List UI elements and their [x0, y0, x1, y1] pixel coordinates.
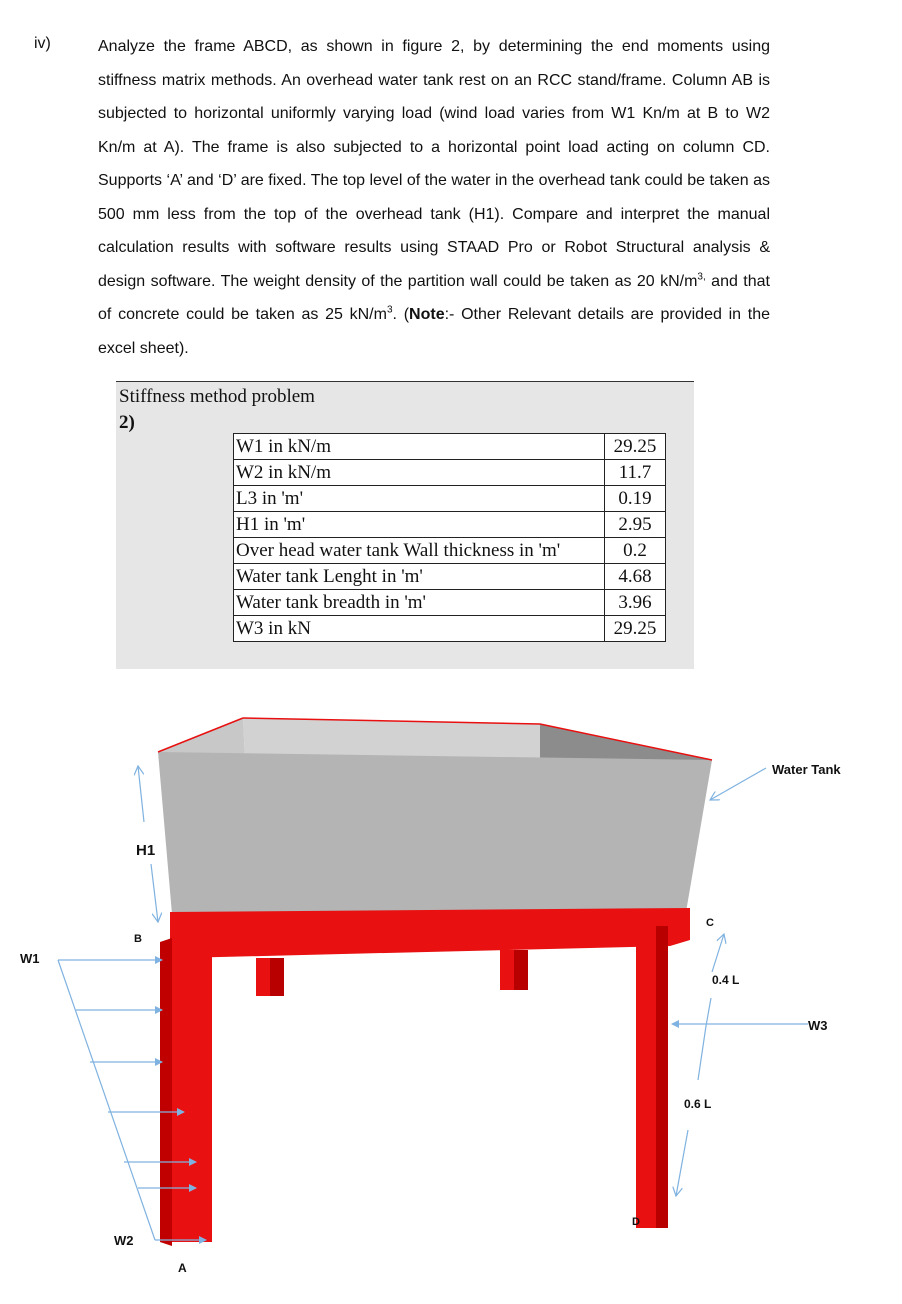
- problem-statement: Analyze the frame ABCD, as shown in figure 2, by determining the end moments using stiffness matrix methods. An overhead water tank rest on an RCC stand/frame. Column AB is subjected to horizontal uniformly varying load (wind load varies from W1 Kn/m at B to W2 Kn/m at A). The frame is also subjected to a horizontal point load acting on column CD. Supports ‘A’ and ‘D’ are fixed. The top level of the water in the overhead tank could be taken as 500 mm less from the top of the overhead tank (H1). Compare and interpret the manual calculation results with software results using STAAD Pro or Robot Structural analysis & design software. The weight density of the partition wall could be taken as 20 $kN/m^{3,}$ and that of concrete could be taken as 25 $kN/m^3$. (Note:- Other Relevant details are provided in the excel sheet).: [98, 38, 771, 357]
- node-d-label: D: [632, 1216, 640, 1228]
- table-row: [234, 538, 666, 564]
- w1-label: W1: [20, 951, 40, 966]
- table-row: [234, 590, 666, 616]
- sheet-problem-number: 2): [119, 412, 135, 433]
- dim-04l-line: [706, 998, 711, 1026]
- tank-front-wall: [158, 752, 712, 914]
- param-value: 29.25: [605, 434, 666, 460]
- column-ab-shade: [160, 938, 172, 1246]
- dim-06l-arrow: [676, 1130, 688, 1196]
- node-a-label: A: [178, 1261, 187, 1275]
- item-number: iv): [34, 35, 51, 52]
- excel-sheet: [116, 381, 694, 669]
- w3-label: W3: [808, 1018, 828, 1033]
- sheet-caption: Stiffness method problem: [119, 386, 315, 407]
- param-value: 11.7: [605, 460, 666, 486]
- parameter-table: [233, 433, 666, 642]
- back-column-left-shade: [270, 958, 284, 996]
- param-value: 29.25: [605, 616, 666, 642]
- table-row: [234, 460, 666, 486]
- param-label: H1 in 'm': [234, 512, 605, 538]
- dim-06l-line: [698, 1026, 706, 1080]
- table-row: [234, 512, 666, 538]
- top-beam: [170, 908, 690, 958]
- water-tank: [158, 718, 712, 914]
- h1-arrow-up: [138, 766, 144, 822]
- node-c-label: C: [706, 917, 714, 929]
- table-row: [234, 486, 666, 512]
- param-label: W3 in kN: [234, 616, 605, 642]
- table-row: [234, 564, 666, 590]
- table-row: [234, 616, 666, 642]
- param-label: Water tank breadth in 'm': [234, 590, 605, 616]
- param-label: W1 in kN/m: [234, 434, 605, 460]
- param-label: Water tank Lenght in 'm': [234, 564, 605, 590]
- len-04l-label: 0.4 L: [712, 973, 740, 987]
- back-column-right-shade: [514, 950, 528, 990]
- param-value: 3.96: [605, 590, 666, 616]
- h1-arrow-down: [151, 864, 158, 922]
- table-row: [234, 434, 666, 460]
- w2-label: W2: [114, 1233, 134, 1248]
- wind-load-envelope: [58, 960, 155, 1240]
- water-tank-label: Water Tank: [772, 762, 841, 777]
- len-06l-label: 0.6 L: [684, 1097, 712, 1111]
- param-value: 4.68: [605, 564, 666, 590]
- frame-figure: [0, 700, 902, 1300]
- note-label: Note: [409, 306, 445, 323]
- param-value: 0.2: [605, 538, 666, 564]
- dim-04l-arrow: [712, 934, 724, 972]
- param-label: Over head water tank Wall thickness in 'm': [234, 538, 605, 564]
- frame-drawing: [0, 700, 902, 1300]
- param-label: L3 in 'm': [234, 486, 605, 512]
- water-tank-pointer: [710, 768, 766, 800]
- param-value: 0.19: [605, 486, 666, 512]
- node-b-label: B: [134, 933, 142, 945]
- column-cd-side: [656, 926, 668, 1228]
- param-label: W2 in kN/m: [234, 460, 605, 486]
- rcc-frame: [160, 908, 690, 1246]
- h1-label: H1: [136, 842, 156, 859]
- param-value: 2.95: [605, 512, 666, 538]
